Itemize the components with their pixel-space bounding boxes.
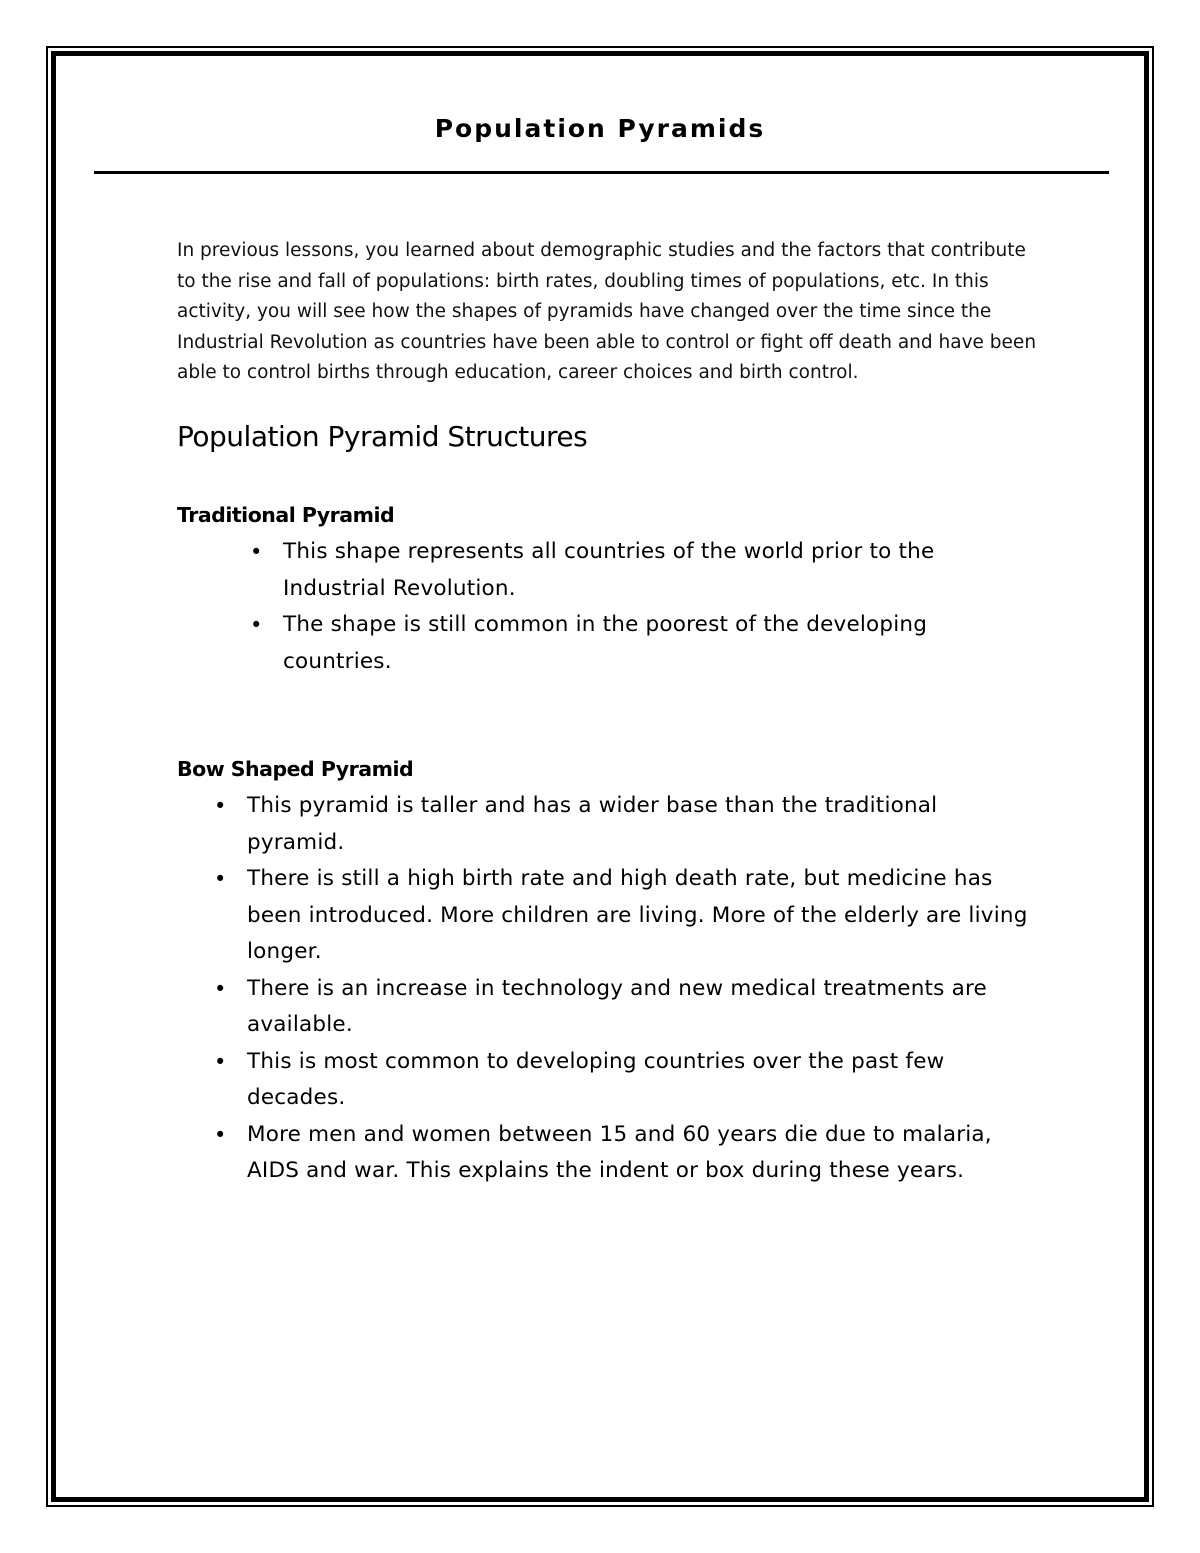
title-divider bbox=[94, 171, 1109, 174]
list-item bbox=[214, 788, 1037, 861]
list-item bbox=[214, 861, 1037, 971]
traditional-pyramid-list bbox=[250, 534, 1003, 680]
bullet-icon: • bbox=[250, 540, 263, 564]
list-item bbox=[250, 607, 1003, 680]
bullet-icon: • bbox=[214, 976, 227, 1001]
list-item bbox=[214, 971, 1037, 1044]
bullet-icon: • bbox=[214, 867, 227, 891]
traditional-pyramid-heading: Traditional Pyramid bbox=[177, 503, 395, 527]
bullet-icon: • bbox=[214, 1049, 227, 1074]
list-item-text: There is still a high birth rate and high death rate, but medicine has been introduced. More children are living. More of the elderly are living longer. bbox=[247, 866, 1028, 964]
list-item-text: This shape represents all countries of the world prior to the Industrial Revolution. bbox=[283, 539, 935, 601]
list-item-text: This pyramid is taller and has a wider base than the traditional pyramid. bbox=[247, 793, 938, 855]
list-item-text: More men and women between 15 and 60 years die due to malaria, AIDS and war. This explains the indent or box during these years. bbox=[247, 1121, 992, 1183]
list-item bbox=[214, 1044, 1037, 1117]
bow-shaped-pyramid-heading: Bow Shaped Pyramid bbox=[177, 757, 414, 781]
list-item-text: There is an increase in technology and new medical treatments are available. bbox=[247, 975, 987, 1037]
bullet-icon: • bbox=[250, 613, 263, 637]
intro-paragraph: In previous lessons, you learned about demographic studies and the factors that contribute to the rise and fall of populations: birth rates, doubling times of populations, etc. In this activity, you will see how the shapes of pyramids have changed over the time since the Industrial Revolution as countries have been able to control or fight off death and have been able to control births through education, career choices and birth control. bbox=[177, 240, 1037, 383]
bullet-icon: • bbox=[214, 1122, 227, 1147]
document-title: Population Pyramids bbox=[434, 114, 766, 143]
section-heading: Population Pyramid Structures bbox=[177, 420, 588, 453]
bow-shaped-pyramid-list bbox=[214, 788, 1037, 1190]
list-item bbox=[214, 1117, 1037, 1190]
list-item bbox=[250, 534, 1003, 607]
bullet-icon: • bbox=[214, 794, 227, 818]
list-item-text: This is most common to developing countries over the past few decades. bbox=[247, 1048, 945, 1110]
list-item-text: The shape is still common in the poorest of the developing countries. bbox=[283, 612, 928, 674]
